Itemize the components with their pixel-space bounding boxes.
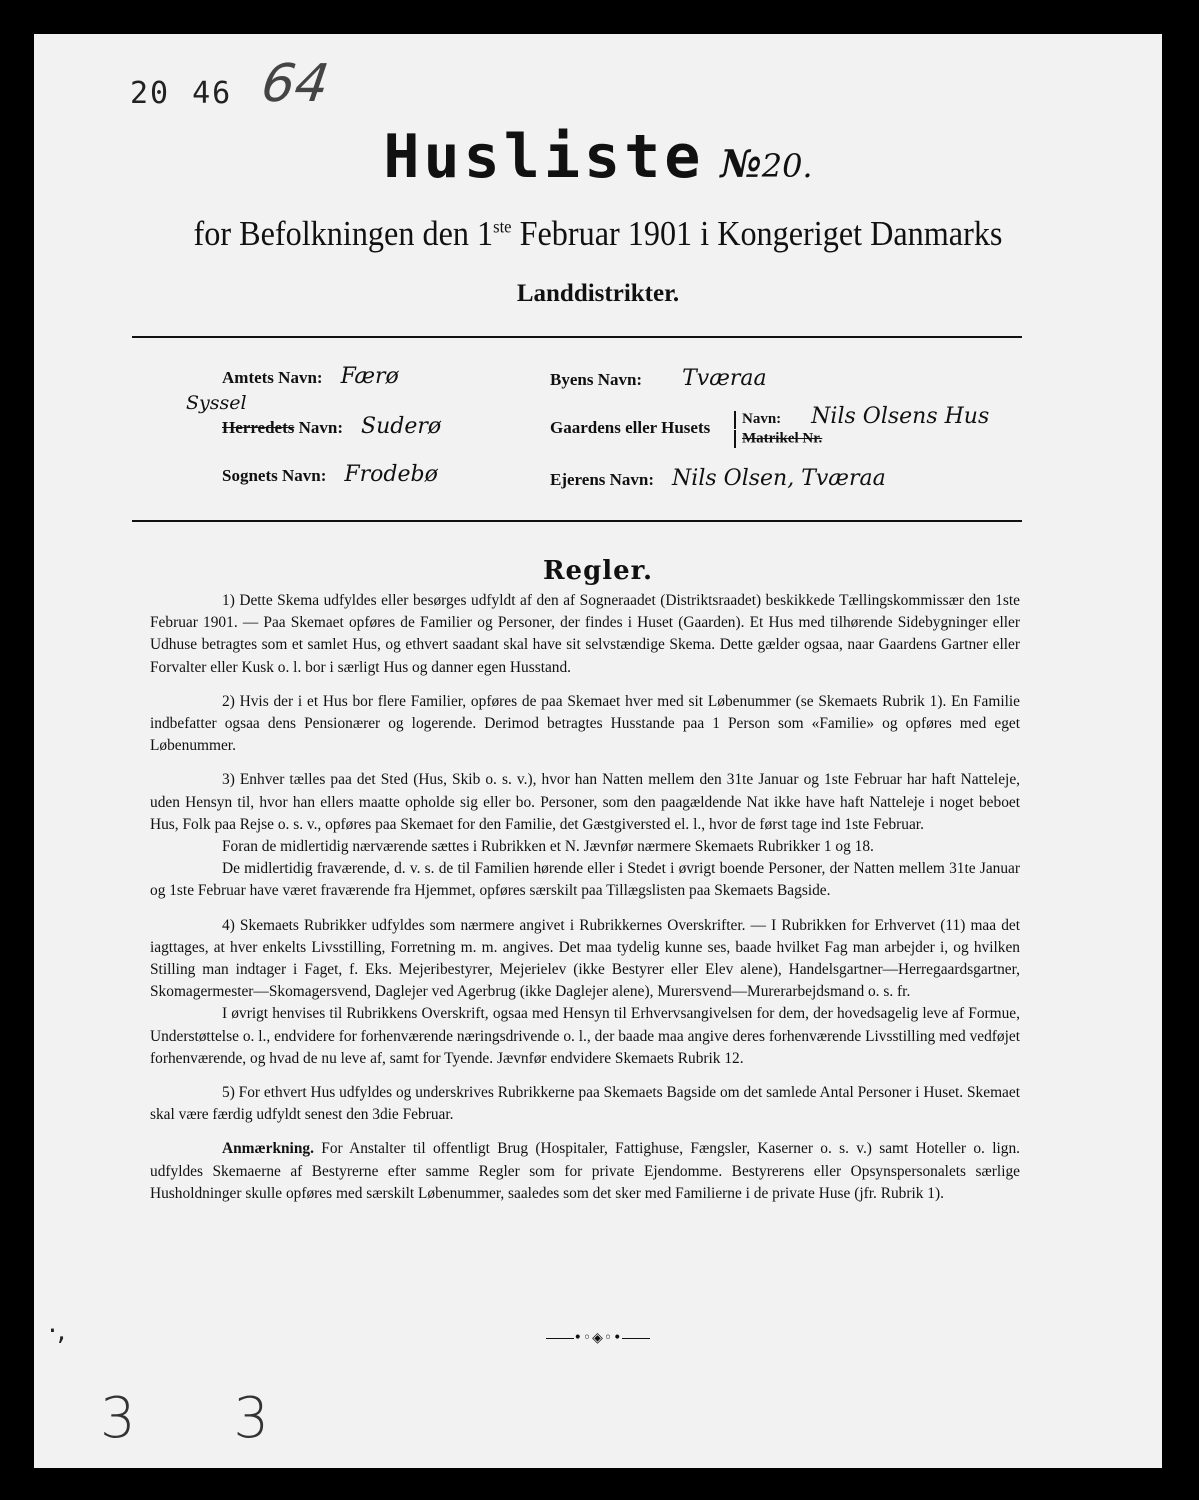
number-mark <box>720 141 812 186</box>
census-form-page <box>34 34 1162 1468</box>
field-ejer <box>550 466 886 491</box>
rule-4b: I øvrigt henvises til Rubrikkens Overskrift, ogsaa med Hensyn til Erhvervsangivelsen for dem, der hovedsagelig leve af Formue, Understøttelse o. l., endvidere for forhenværende næringsdrivende o. l., der baade maa angive deres forhenværende Livsstilling med vedføjet forhenværende, og hvad de nu leve af, samt for Tyende. Jævnfør endvidere Skemaets Rubrik 12. <box>150 1005 1020 1067</box>
handwritten-bottom-number: 3 3 <box>100 1386 310 1451</box>
herred-label-suffix: Navn: <box>294 418 344 437</box>
note-text: For Anstalter til offentligt Brug (Hospitaler, Fattighuse, Fængsler, Kaserner o. s. v.) samt Hoteller o. lign. udfyldes Skemaerne af Bestyrerne efter samme Regler som for private Ejendomme. Bestyrerens eller Opsynspersonalets særlige Husholdninger skulle opføres med særskilt Løbenummer, saaledes som det sker med Familierne i de private Huse (jfr. Rubrik 1). <box>150 1140 1020 1202</box>
syssel-correction: Syssel <box>186 392 247 414</box>
bracket-bar <box>734 430 736 448</box>
gaard-label: Gaardens eller Husets <box>550 418 711 437</box>
field-gaard-matrikel <box>734 430 822 448</box>
ejer-value: Nils Olsen, Tværaa <box>672 466 886 491</box>
field-herred <box>186 392 442 439</box>
handwritten-number-top: 64 <box>257 54 333 114</box>
field-amt <box>222 364 399 389</box>
ornament <box>34 1330 1162 1346</box>
herred-value: Suderø <box>361 414 442 439</box>
rules-body <box>150 590 1020 1205</box>
amt-value: Færø <box>340 364 399 389</box>
divider-bottom <box>132 520 1022 522</box>
field-gaard <box>550 418 710 438</box>
stamp-left: 20 <box>130 76 171 111</box>
by-label: Byens Navn: <box>550 370 643 389</box>
gaard-navn-value: Nils Olsens Hus <box>811 404 990 429</box>
margin-mark: ·, <box>48 1314 66 1347</box>
handwritten-stamp <box>130 76 232 111</box>
note-label: Anmærkning. <box>222 1140 314 1158</box>
title-row <box>34 122 1162 192</box>
sogn-label: Sognets Navn: <box>222 466 327 485</box>
rule-5: 5) For ethvert Hus udfyldes og underskrives Rubrikkerne paa Skemaets Bagside om det samlede Antal Personer i Huset. Skemaet skal være færdig udfyldt senest den 3die Februar. <box>150 1084 1020 1124</box>
rule-1: 1) Dette Skema udfyldes eller besørges udfyldt af den af Sogneraadet (Distriktsraadet) beskikkede Tællingskommissær den 1ste Februar 1901. — Paa Skemaet opføres de Familier og Personer, der findes i Huset (Gaarden). Et Hus med tilhørende Sidebygninger eller Udhuse betragtes som et samlet Hus, og ethvert saadant skal have sit selvstændige Skema. Dette gælder ogsaa, naar Gaardens Gartner eller Forvalter eller Kusk o. l. bor i særligt Hus og danner egen Husstand. <box>150 592 1020 676</box>
rule-3b: Foran de midlertidig nærværende sættes i Rubrikken et N. Jævnfør nærmere Skemaets Rubrikker 1 og 18. <box>222 838 874 856</box>
ornament-glyphs: •◦◈◦• <box>573 1330 623 1346</box>
page-title: Husliste <box>383 122 705 192</box>
sogn-value: Frodebø <box>344 462 438 487</box>
district-heading: Landdistrikter. <box>516 280 680 307</box>
note <box>150 1138 1020 1205</box>
gaard-navn-label: Navn: <box>742 411 782 427</box>
ejer-label: Ejerens Navn: <box>550 470 655 489</box>
ornament-line-right <box>622 1338 650 1339</box>
bracket-bar <box>734 411 736 429</box>
rule-3: 3) Enhver tælles paa det Sted (Hus, Skib o. s. v.), hvor han Natten mellem den 31te Januar og 1ste Februar har haft Natteleje, uden Hensyn til, hvor han ellers maatte opholde sig eller bo. Personer, som den paagældende Nat ikke have haft Natteleje i noget beboet Hus, Folk paa Rejse o. s. v., opføres paa Skemaet for den Familie, det Gæstgiversted el. l., hvor de først tage ind 1ste Februar. <box>150 771 1020 833</box>
stamp-right: 46 <box>192 76 233 111</box>
herred-label: Herredets <box>222 418 295 437</box>
field-sogn <box>222 462 438 487</box>
number-label: № <box>720 141 762 186</box>
rule-2: 2) Hvis der i et Hus bor flere Familier, opføres de paa Skemaet hver med sit Løbenummer (se Skemaets Rubrik 1). En Familie indbefatter ogsaa dens Pensionærer og logerende. Derimod betragtes Husstande paa 1 Person som «Familie» og opføres med eget Løbenummer. <box>150 692 1020 755</box>
divider-top <box>132 336 1022 338</box>
field-gaard-navn <box>734 404 989 429</box>
amt-label: Amtets Navn: <box>222 368 323 387</box>
subtitle <box>79 214 1117 254</box>
rule-4: 4) Skemaets Rubrikker udfyldes som nærmere angivet i Rubrikkernes Overskrifter. — I Rubrikken for Erhvervet (11) maa det iagttages, at hver enkelts Livsstilling, Forretning m. m. angives. Det maa tydelig kunne ses, baade hvilket Fag man arbejder i, og hvilken Stilling man indtager i Faget, f. Eks. Mejeribestyrer, Mejerielev (ikke Bestyrer eller Elev alene), Handelsgartner—Herregaardsgartner, Skomagermester—Skomagersvend, Daglejer ved Agerbrug (ikke Daglejer alene), Murersvend—Murerarbejdsmand o. s. fr. <box>150 916 1020 1001</box>
ornament-line-left <box>546 1338 574 1339</box>
field-by <box>550 366 767 391</box>
rules-heading: Regler. <box>542 556 654 586</box>
subtitle-post: Februar 1901 i Kongeriget Danmarks <box>511 214 1003 253</box>
rule-3c: De midlertidig fraværende, d. v. s. de til Familien hørende eller i Stedet i øvrigt boende Personer, der Natten mellem 31te Januar og 1ste Februar have været fraværende fra Hjemmet, opføres særskilt paa Tillægslisten paa Skemaets Bagside. <box>150 860 1020 900</box>
matrikel-label: Matrikel Nr. <box>742 430 823 447</box>
subtitle-sup: ste <box>493 216 512 237</box>
house-number: 20. <box>761 147 813 185</box>
by-value: Tværaa <box>682 366 767 391</box>
subtitle-pre: for Befolkningen den 1 <box>193 214 494 253</box>
